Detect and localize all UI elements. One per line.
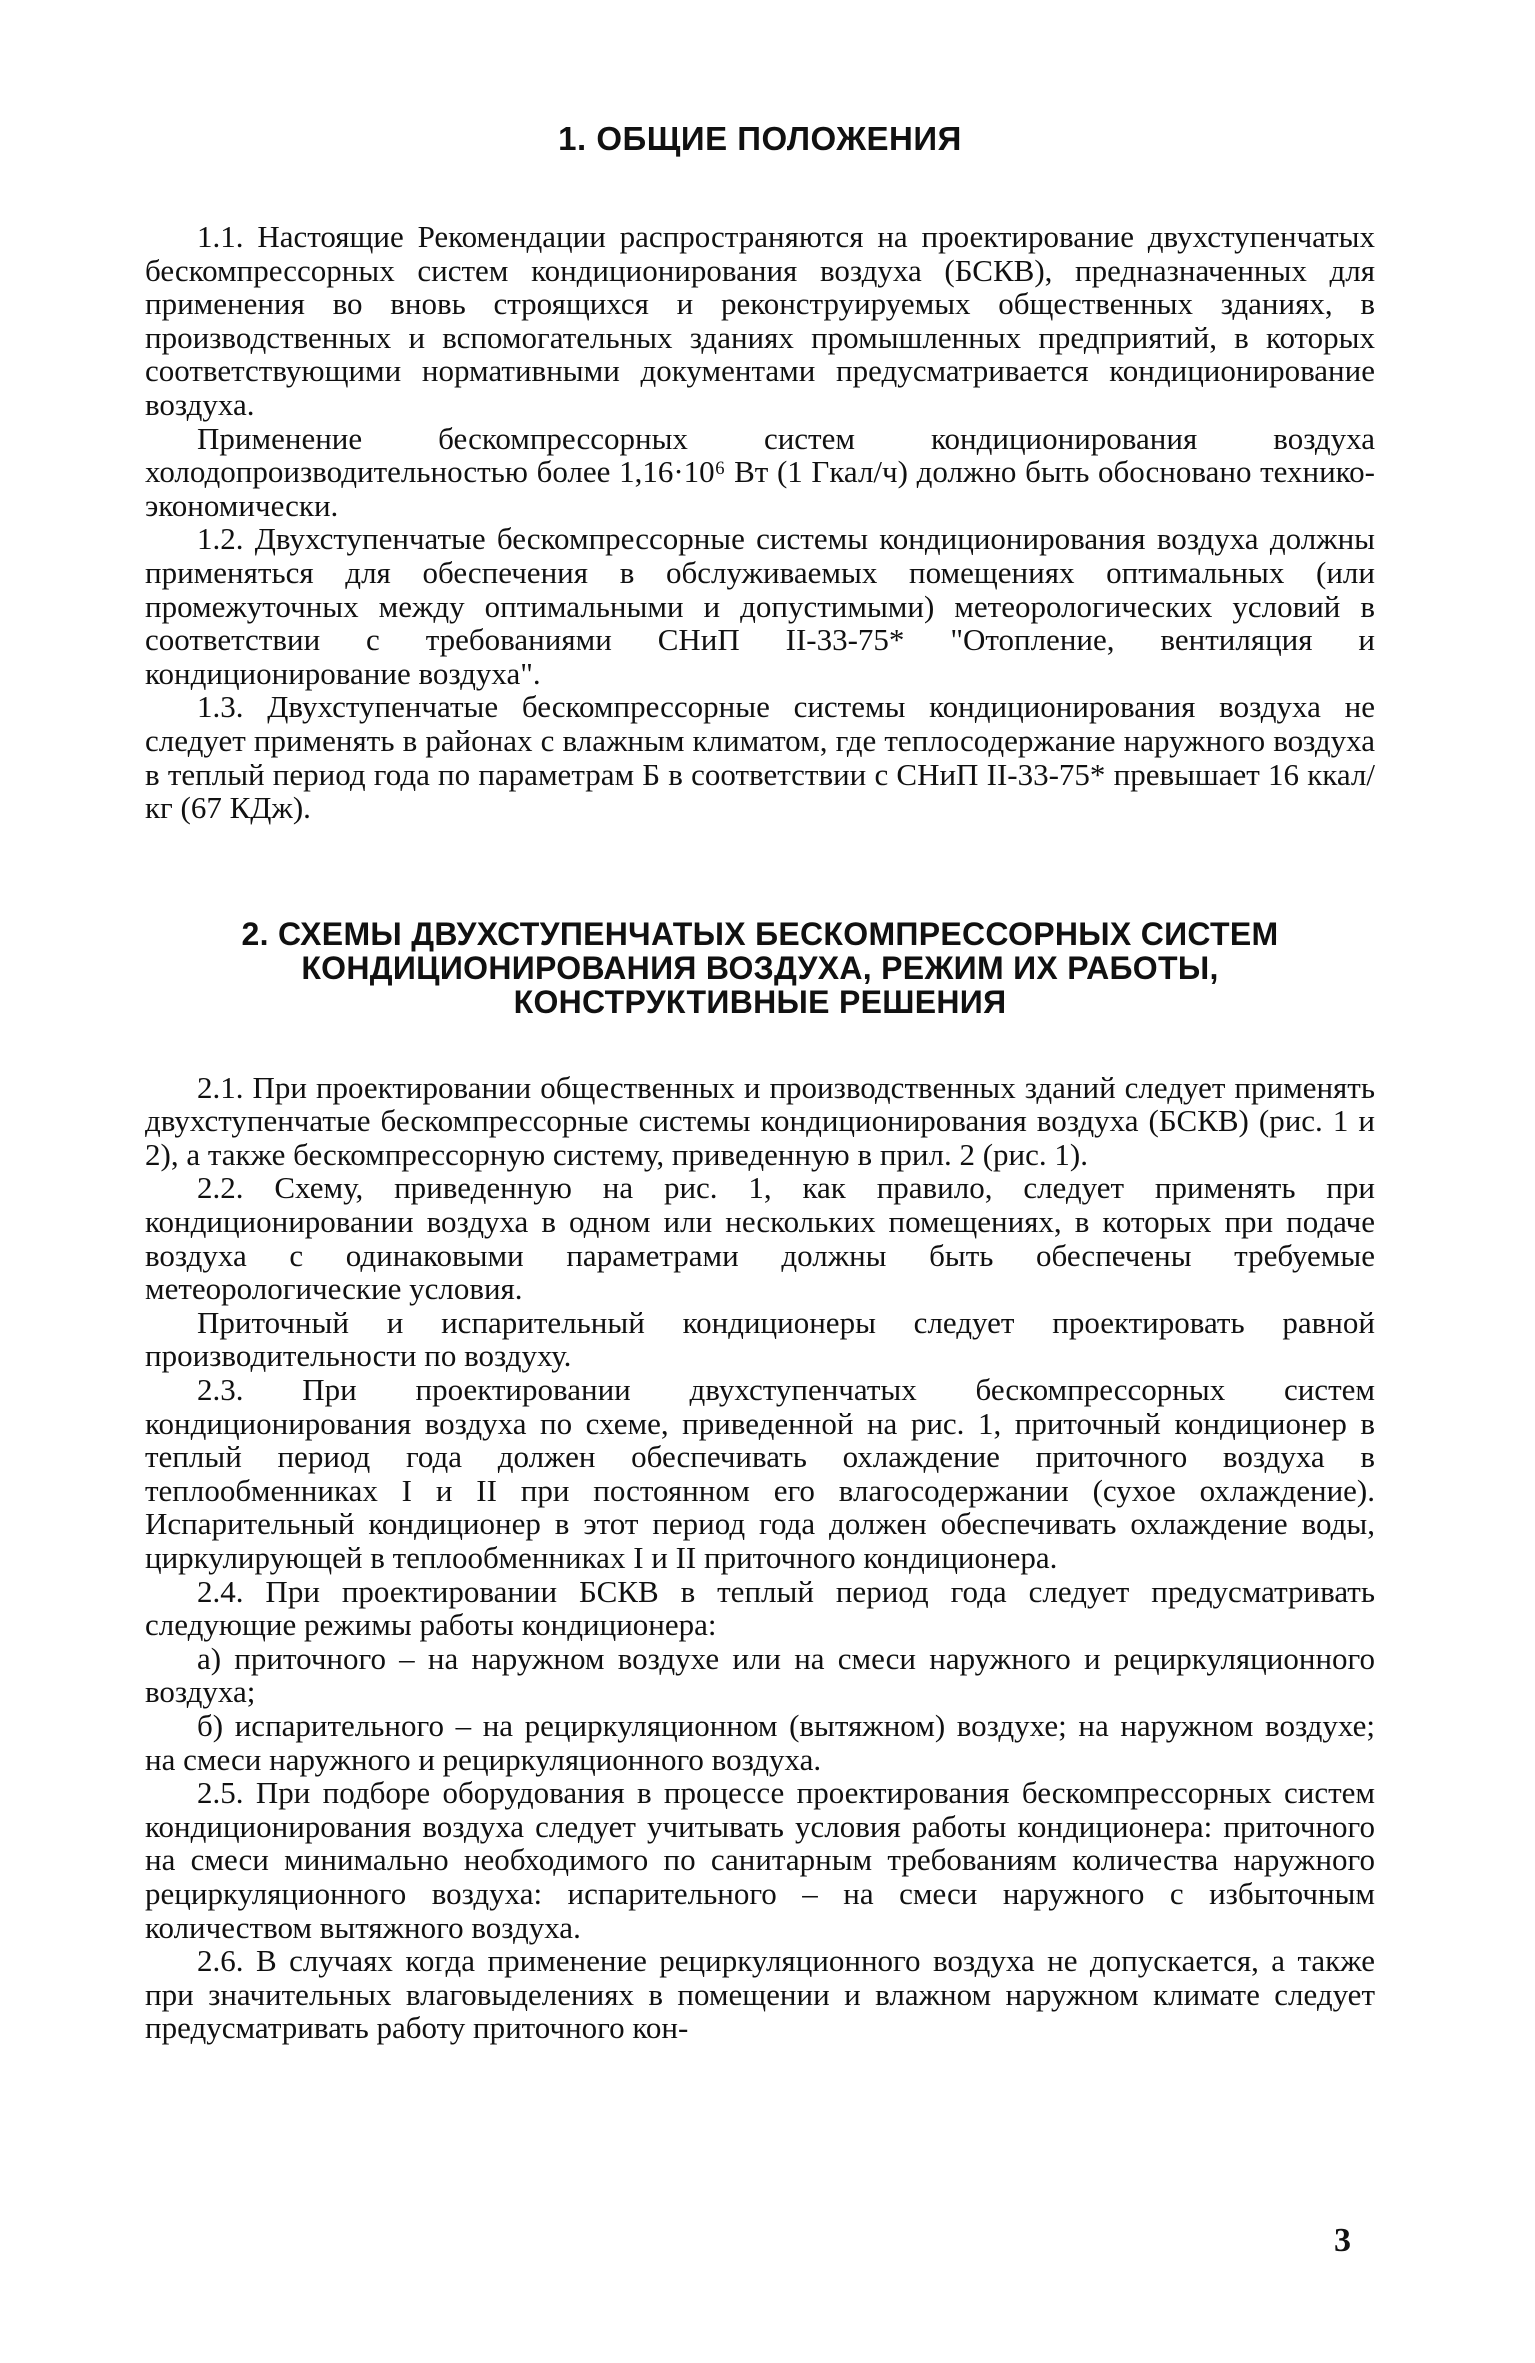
section-1-title: 1. ОБЩИЕ ПОЛОЖЕНИЯ (558, 120, 962, 157)
document-page (145, 120, 1375, 2045)
paragraph-2-2-cont: Приточный и испарительный кондиционеры следует проектировать равной производительности по воздуху. (145, 1304, 1375, 1374)
section-2-title (145, 917, 1375, 1019)
section-2-title-line: КОНДИЦИОНИРОВАНИЯ ВОЗДУХА, РЕЖИМ ИХ РАБОТЫ, (301, 949, 1219, 986)
paragraph-2-1: 2.1. При проектировании общественных и производственных зданий следует применять двухступенчатые бескомпрессорные системы кондиционирования воздуха (БСКВ) (рис. 1 и 2), а также бескомпрессорную систему, приведенную в прил. 2 (рис. 1). (145, 1069, 1375, 1172)
paragraph-2-6: 2.6. В случаях когда применение рециркуляционного воздуха не допускается, а также при значительных влаговыделениях в помещении и влажном наружном климате следует предусматривать работу приточного кон- (145, 1943, 1375, 2046)
paragraph-1-3: 1.3. Двухступенчатые бескомпрессорные системы кондиционирования воздуха не следует применять в районах с влажным климатом, где теплосодержание наружного воздуха в теплый период года по параметрам Б в соответствии с СНиП II-33-75* превышает 16 ккал/кг (67 КДж). (145, 689, 1375, 826)
paragraph-2-2: 2.2. Схему, приведенную на рис. 1, как правило, следует применять при кондиционировании воздуха в одном или нескольких помещениях, в которых при подаче воздуха с одинаковыми параметрами должны быть обеспечены требуемые метеорологические условия. (145, 1170, 1375, 1307)
page-number: 3 (1334, 2222, 1351, 2259)
paragraph-1-1-cont: Применение бескомпрессорных систем кондиционирования воздуха холодопроизводительностью более 1,16·10⁶ Вт (1 Гкал/ч) должно быть обосновано технико-экономически. (145, 420, 1375, 523)
section-2-title-line: 2. СХЕМЫ ДВУХСТУПЕНЧАТЫХ БЕСКОМПРЕССОРНЫХ СИСТЕМ (241, 915, 1279, 952)
paragraph-2-3: 2.3. При проектировании двухступенчатых бескомпрессорных систем кондиционирования воздуха по схеме, приведенной на рис. 1, приточный кондиционер в теплый период года должен обеспечивать охлаждение приточного воздуха в теплообменниках I и II при постоянном его влагосодержании (сухое охлаждение). Испарительный кондиционер в этот период года должен обеспечивать охлаждение воды, циркулирующей в теплообменниках I и II приточного кондиционера. (145, 1372, 1375, 1575)
paragraph-2-5: 2.5. При подборе оборудования в процессе проектирования бескомпрессорных систем кондиционирования воздуха следует учитывать условия работы кондиционера: приточного на смеси минимально необходимого по санитарным требованиям количества наружного рециркуляционного воздуха: испарительного – на смеси наружного с избыточным количеством вытяжного воздуха. (145, 1775, 1375, 1945)
section-1-body (145, 220, 1375, 825)
section-2-body (145, 1071, 1375, 2045)
paragraph-1-2: 1.2. Двухступенчатые бескомпрессорные системы кондиционирования воздуха должны применяться для обеспечения в обслуживаемых помещениях оптимальных (или промежуточных между оптимальными и допустимыми) метеорологических условий в соответствии с требованиями СНиП II-33-75* "Отопление, вентиляция и кондиционирование воздуха". (145, 521, 1375, 691)
paragraph-1-1: 1.1. Настоящие Рекомендации распространяются на проектирование двухступенчатых бескомпрессорных систем кондиционирования воздуха (БСКВ), предназначенных для применения во вновь строящихся и реконструируемых общественных зданиях, в производственных и вспомогательных зданиях промышленных предприятий, в которых соответствующими нормативными документами предусматривается кондиционирование воздуха. (145, 219, 1375, 422)
section-2-title-line: КОНСТРУКТИВНЫЕ РЕШЕНИЯ (513, 983, 1007, 1020)
paragraph-2-4-b: б) испарительного – на рециркуляционном (вытяжном) воздухе; на наружном воздухе; на смеси наружного и рециркуляционного воздуха. (145, 1707, 1375, 1777)
paragraph-2-4-a: а) приточного – на наружном воздухе или на смеси наружного и рециркуляционного воздуха; (145, 1640, 1375, 1710)
paragraph-2-4: 2.4. При проектировании БСКВ в теплый период года следует предусматривать следующие режимы работы кондиционера: (145, 1573, 1375, 1643)
